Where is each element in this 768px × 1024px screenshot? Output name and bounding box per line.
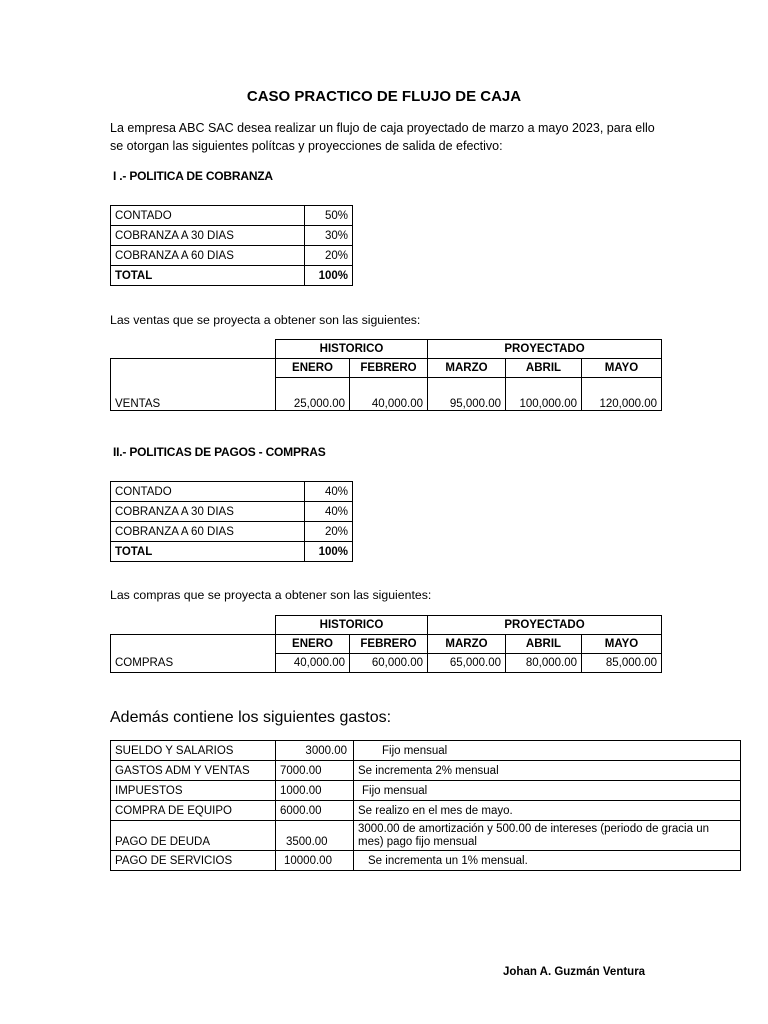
value-cell: 95,000.00 [428, 378, 506, 411]
month-header: FEBRERO [350, 635, 428, 654]
month-header: ABRIL [506, 635, 582, 654]
expense-amount: 7000.00 [276, 761, 354, 781]
table-row [111, 821, 741, 851]
table-row [111, 781, 741, 801]
table-row [111, 378, 662, 411]
policy-label: COBRANZA A 30 DIAS [111, 502, 305, 522]
section2-heading: II.- POLITICAS DE PAGOS - COMPRAS [113, 445, 326, 459]
month-header: FEBRERO [350, 359, 428, 378]
policy-label: CONTADO [111, 206, 305, 226]
expense-note: 3000.00 de amortización y 500.00 de intereses (periodo de gracia un mes) pago fijo mensual [354, 821, 741, 851]
sales-table [110, 339, 662, 411]
month-header: MARZO [428, 635, 506, 654]
row-label: VENTAS [111, 378, 276, 411]
table-row [111, 226, 353, 246]
table-row [111, 761, 741, 781]
expense-label: COMPRA DE EQUIPO [111, 801, 276, 821]
expense-note: Fijo mensual [354, 741, 741, 761]
intro-paragraph: La empresa ABC SAC desea realizar un flujo de caja proyectado de marzo a mayo 2023, para ello se otorgan las siguientes polítcas y proyecciones de salida de efectivo: [110, 121, 655, 153]
table-row [111, 502, 353, 522]
total-value: 100% [305, 266, 353, 286]
expense-note: Se incrementa 2% mensual [354, 761, 741, 781]
table-row [111, 522, 353, 542]
policy-label: COBRANZA A 60 DIAS [111, 522, 305, 542]
expense-amount: 3500.00 [276, 821, 354, 851]
policy-value: 50% [305, 206, 353, 226]
month-header: MAYO [582, 359, 662, 378]
policy-value: 20% [305, 246, 353, 266]
sales-intro: Las ventas que se proyecta a obtener son las siguientes: [110, 313, 421, 327]
collection-policy-table [110, 205, 353, 286]
value-cell: 100,000.00 [506, 378, 582, 411]
policy-value: 40% [305, 482, 353, 502]
month-header: ABRIL [506, 359, 582, 378]
table-row [111, 359, 662, 378]
value-cell: 60,000.00 [350, 654, 428, 673]
table-row [111, 801, 741, 821]
author-signature: Johan A. Guzmán Ventura [503, 966, 646, 978]
policy-label: COBRANZA A 30 DIAS [111, 226, 305, 246]
table-row [111, 851, 741, 871]
policy-label: COBRANZA A 60 DIAS [111, 246, 305, 266]
month-header: MARZO [428, 359, 506, 378]
expense-note: Se realizo en el mes de mayo. [354, 801, 741, 821]
table-row [111, 616, 662, 635]
policy-value: 40% [305, 502, 353, 522]
table-row [111, 482, 353, 502]
value-cell: 80,000.00 [506, 654, 582, 673]
table-row [111, 654, 662, 673]
expense-amount: 6000.00 [276, 801, 354, 821]
payment-policy-table [110, 481, 353, 562]
expense-note: Se incrementa un 1% mensual. [354, 851, 741, 871]
table-row [111, 340, 662, 359]
table-row [111, 206, 353, 226]
value-cell: 65,000.00 [428, 654, 506, 673]
table-row [111, 635, 662, 654]
value-cell: 25,000.00 [276, 378, 350, 411]
value-cell: 40,000.00 [276, 654, 350, 673]
expense-label: IMPUESTOS [111, 781, 276, 801]
value-cell: 85,000.00 [582, 654, 662, 673]
value-cell: 120,000.00 [582, 378, 662, 411]
month-header: ENERO [276, 359, 350, 378]
expense-label: PAGO DE DEUDA [111, 821, 276, 851]
purchases-intro: Las compras que se proyecta a obtener son las siguientes: [110, 588, 432, 602]
total-label: TOTAL [111, 542, 305, 562]
section1-heading: I .- POLITICA DE COBRANZA [113, 169, 273, 183]
proyectado-header: PROYECTADO [428, 616, 662, 635]
expense-note: Fijo mensual [354, 781, 741, 801]
month-header: ENERO [276, 635, 350, 654]
historico-header: HISTORICO [276, 340, 428, 359]
policy-value: 20% [305, 522, 353, 542]
table-row [111, 542, 353, 562]
table-row [111, 266, 353, 286]
expense-label: PAGO DE SERVICIOS [111, 851, 276, 871]
table-row [111, 246, 353, 266]
proyectado-header: PROYECTADO [428, 340, 662, 359]
expense-amount: 1000.00 [276, 781, 354, 801]
month-header: MAYO [582, 635, 662, 654]
expense-label: SUELDO Y SALARIOS [111, 741, 276, 761]
expense-amount: 3000.00 [276, 741, 354, 761]
total-label: TOTAL [111, 266, 305, 286]
expense-amount: 10000.00 [276, 851, 354, 871]
policy-value: 30% [305, 226, 353, 246]
historico-header: HISTORICO [276, 616, 428, 635]
page-title: CASO PRACTICO DE FLUJO DE CAJA [246, 88, 522, 105]
total-value: 100% [305, 542, 353, 562]
expenses-table [110, 740, 741, 871]
table-row [111, 741, 741, 761]
row-label: COMPRAS [111, 654, 276, 673]
value-cell: 40,000.00 [350, 378, 428, 411]
policy-label: CONTADO [111, 482, 305, 502]
purchases-table [110, 615, 662, 673]
expense-label: GASTOS ADM Y VENTAS [111, 761, 276, 781]
expenses-heading: Además contiene los siguientes gastos: [110, 709, 392, 726]
